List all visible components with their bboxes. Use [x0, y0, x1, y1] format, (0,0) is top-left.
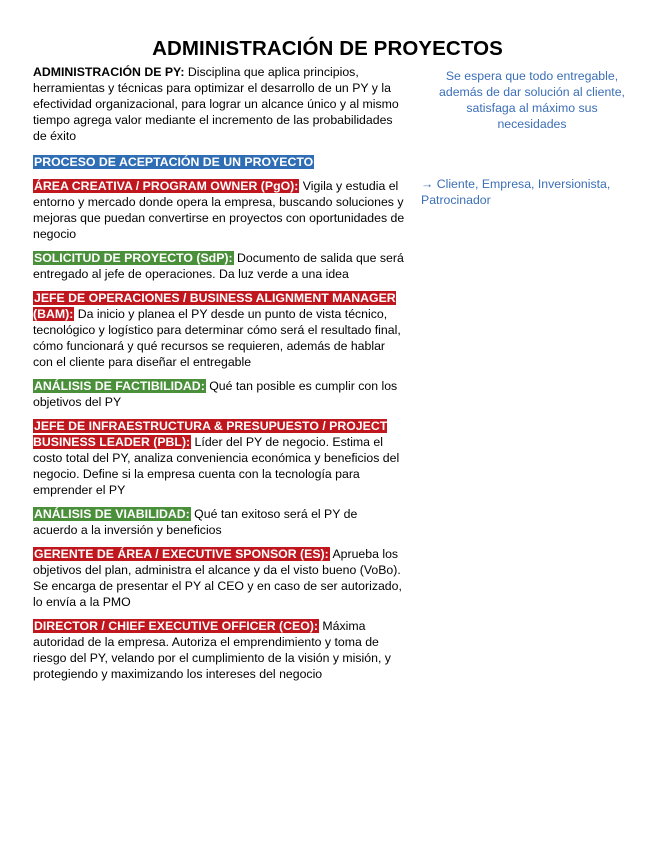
entry-sdp	[33, 250, 405, 282]
entry-pgo	[33, 178, 405, 242]
entry-ceo	[33, 618, 405, 682]
process-heading-paragraph	[33, 154, 405, 170]
entry-term: GERENTE DE ÁREA / EXECUTIVE SPONSOR (ES):	[34, 547, 329, 561]
intro-paragraph	[33, 64, 405, 144]
entry-text: Documento de salida que será entregado al jefe de operaciones. Da luz verde a una idea	[33, 251, 404, 281]
entry-text: Máxima autoridad de la empresa. Autoriza el emprendimiento y toma de riesgo del PY, velando por el cumplimiento de la visión y misión, y protegiendo y maximizando los intereses del negocio	[33, 619, 391, 681]
entry-text: Qué tan posible es cumplir con los objetivos del PY	[33, 379, 398, 409]
entry-viabilidad	[33, 506, 405, 538]
entry-text: Vigila y estudia el entorno y mercado donde opera la empresa, buscando soluciones y mejoras que puedan convertirse en proyectos con oportunidades de negocio	[33, 179, 405, 241]
entry-text: Qué tan exitoso será el PY de acuerdo a la inversión y beneficios	[33, 507, 358, 537]
entry-term: DIRECTOR / CHIEF EXECUTIVE OFFICER (CEO):	[34, 619, 318, 633]
side-note: Se espera que todo entregable, además de dar solución al cliente, satisfaga al máximo sus necesidades	[439, 69, 625, 131]
intro-text: Disciplina que aplica principios, herramientas y técnicas para optimizar el desarrollo de un PY y la efectividad organizacional, para lograr un alcance único y al mismo tiempo agrega valor mediante el incremento de las probabilidades de éxito	[33, 65, 399, 143]
entry-text: Líder del PY de negocio. Estima el costo total del PY, analiza conveniencia económica y beneficios del negocio. Define si la empresa cuenta con la tecnología para emprender el PY	[33, 435, 400, 497]
entry-term: ANÁLISIS DE FACTIBILIDAD:	[34, 379, 205, 393]
entry-factibilidad	[33, 378, 405, 410]
entry-bam	[33, 290, 405, 370]
entry-term: JEFE DE INFRAESTRUCTURA & PRESUPUESTO / PROJECT BUSINESS LEADER (PBL):	[33, 419, 388, 449]
process-heading: PROCESO DE ACEPTACIÓN DE UN PROYECTO	[34, 155, 314, 169]
main-column	[33, 64, 405, 690]
entry-text: Da inicio y planea el PY desde un punto de vista técnico, tecnológico y logístico para determinar cómo será el resultado final, cómo funcionará y qué recursos se requieren, además de hablar con el cliente para diseñar el entregable	[33, 307, 401, 369]
page-title: ADMINISTRACIÓN DE PROYECTOS	[152, 37, 503, 60]
roles-note: → Cliente, Empresa, Inversionista, Patrocinador	[421, 177, 611, 207]
entry-term: ANÁLISIS DE VIABILIDAD:	[34, 507, 190, 521]
entry-pbl	[33, 418, 405, 498]
entry-text: Aprueba los objetivos del plan, administra el alcance y da el visto bueno (VoBo). Se encarga de presentar el PY al CEO y en caso de ser autorizado, lo envía a la PMO	[33, 547, 402, 609]
intro-term: ADMINISTRACIÓN DE PY:	[33, 65, 185, 79]
entry-term: JEFE DE OPERACIONES / BUSINESS ALIGNMENT MANAGER (BAM):	[33, 291, 396, 321]
entry-term: ÁREA CREATIVA / PROGRAM OWNER (PgO):	[34, 179, 299, 193]
entry-es	[33, 546, 405, 610]
entry-term: SOLICITUD DE PROYECTO (SdP):	[34, 251, 233, 265]
